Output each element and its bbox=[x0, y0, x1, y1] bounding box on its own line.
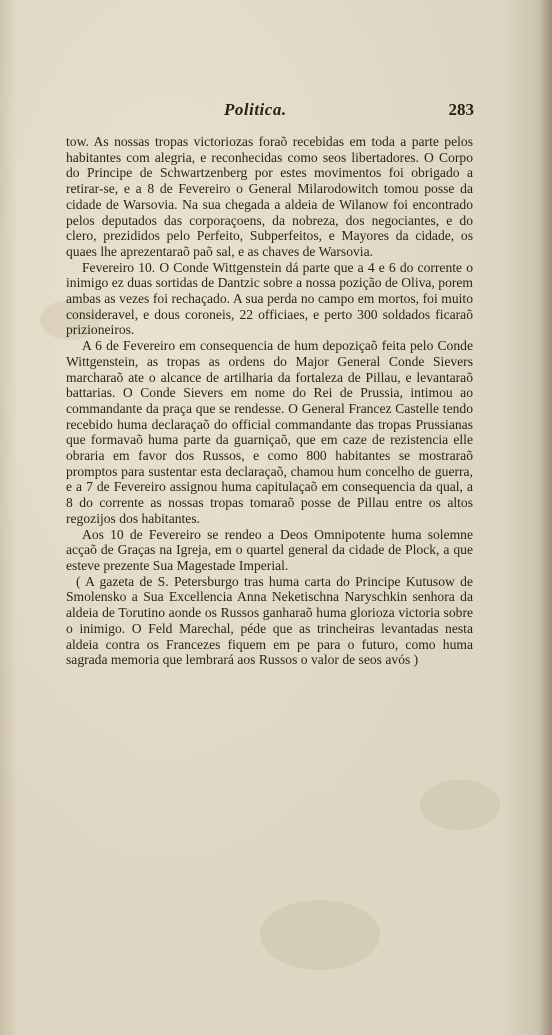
paragraph: Aos 10 de Fevereiro se rendeo a Deos Omnipotente huma solemne acçaõ de Graças na Igreja, em o quartel general da cidade de Plock, a que esteve prezente Sua Magestade Imperial. bbox=[66, 526, 473, 573]
body-text bbox=[66, 134, 473, 668]
page-number: 283 bbox=[448, 100, 474, 119]
running-head: Politica. bbox=[224, 100, 287, 119]
paper-stain bbox=[260, 900, 380, 970]
page-header bbox=[0, 96, 552, 126]
paragraph: Fevereiro 10. O Conde Wittgenstein dá parte que a 4 e 6 do corrente o inimigo ez duas sortidas de Dantzic sobre a nossa pozição de Oliva, porem ambas as vezes foi rechaçado. A sua perda no campo em mortos, foi muito consideravel, e dous coroneis, 22 officiaes, e perto 300 soldados ficaraõ prizioneiros. bbox=[66, 259, 473, 338]
paragraph: A 6 de Fevereiro em consequencia de hum depoziçaõ feita pelo Conde Wittgenstein, as tropas as ordens do Major General Conde Sievers marcharaõ ate o alcance de artilharia da fortaleza de Pillau, e levantaraõ battarias. O Conde Sievers em nome do Rei de Prussia, intimou ao commandante da praça que se rendesse. O General Francez Castelle tendo recebido huma declaraçaõ do official commandante das tropas Prussianas que formavaõ huma parte da guarniçaõ, que em caze de rezistencia elle obraria em favor dos Russos, e como 800 habitantes se mostraraõ promptos para sustentar esta declaraçaõ, chamou hum concelho de guerra, e a 7 de Fevereiro assignou huma capitulaçaõ em consequencia da qual, a 8 do corrente as nossas tropas tomaraõ posse de Pillau entre os altos regozijos dos habitantes. bbox=[66, 338, 473, 526]
paragraph: tow. As nossas tropas victoriozas foraõ recebidas em toda a parte pelos habitantes com alegria, e reconhecidas como seos libertadores. O Corpo do Principe de Schwartzenberg por estes movimentos foi obrigado a retirar-se, e a 8 de Fevereiro o General Milarodowitch tomou posse da cidade de Warsovia. Na sua chegada a aldeia de Wilanow foi encontrado pelos deputados das corporaçoens, da nobreza, dos negociantes, e do clero, prezididos pelo Perfeito, Subperfeitos, e Mayores da cidade, os quaes lhe aprezentaraõ paõ sal, e as chaves de Warsovia. bbox=[66, 134, 473, 259]
paragraph: ( A gazeta de S. Petersburgo tras huma carta do Principe Kutusow de Smolensko a Sua Excellencia Anna Neketischna Naryschkin senhora da aldeia de Torutino aonde os Russos ganharaõ huma glorioza victoria sobre o inimigo. O Feld Marechal, péde que as trincheiras levantadas nesta aldeia contra os Francezes fiquem em pe para o futuro, como huma sagrada memoria que lembrará aos Russos o valor de seos avós ) bbox=[66, 573, 473, 668]
paper-stain bbox=[420, 780, 500, 830]
page-edge-shadow bbox=[538, 0, 552, 1035]
